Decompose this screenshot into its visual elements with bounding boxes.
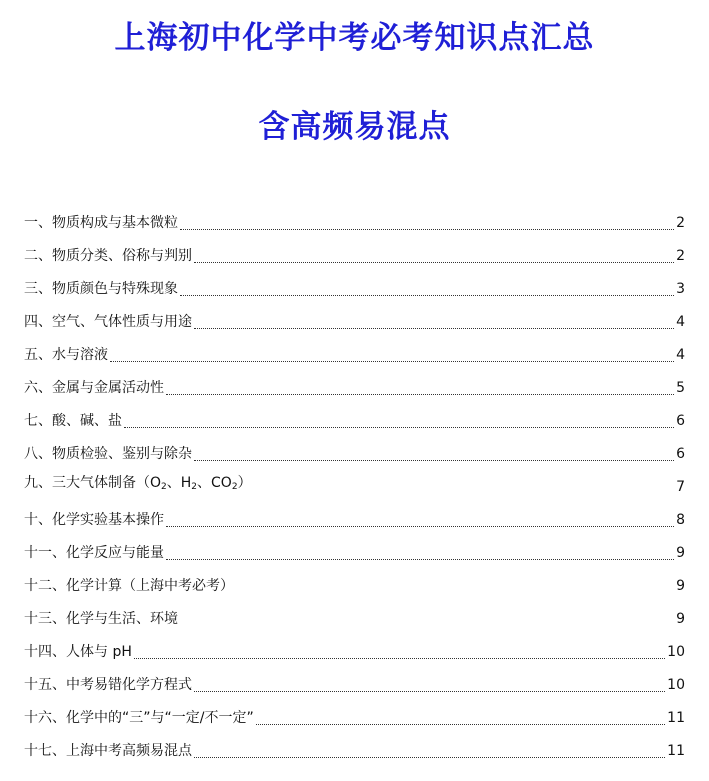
toc-entry[interactable] bbox=[24, 669, 685, 702]
toc-entry-label: 十五、中考易错化学方程式 bbox=[24, 677, 192, 693]
toc-dot-leader bbox=[194, 691, 665, 692]
toc-entry-page: 8 bbox=[676, 512, 685, 528]
toc-entry[interactable] bbox=[24, 735, 685, 768]
toc-dot-leader bbox=[254, 493, 675, 494]
toc-entry-page: 4 bbox=[676, 314, 685, 330]
toc-entry-label bbox=[24, 467, 252, 504]
toc-entry[interactable] bbox=[24, 702, 685, 735]
toc-dot-leader bbox=[236, 592, 674, 593]
toc-entry-label: 八、物质检验、鉴别与除杂 bbox=[24, 446, 192, 462]
toc-entry-label: 六、金属与金属活动性 bbox=[24, 380, 164, 396]
document-subtitle: 含高频易混点 bbox=[258, 109, 451, 145]
toc-dot-leader bbox=[166, 559, 674, 560]
toc-dot-leader bbox=[180, 625, 674, 626]
document-title: 上海初中化学中考必考知识点汇总 bbox=[114, 20, 595, 56]
toc-entry[interactable] bbox=[24, 207, 685, 240]
toc-dot-leader bbox=[110, 361, 674, 362]
toc-dot-leader bbox=[166, 526, 674, 527]
table-of-contents bbox=[24, 207, 685, 768]
toc-entry-page: 3 bbox=[676, 281, 685, 297]
toc-entry-page: 2 bbox=[676, 215, 685, 231]
toc-entry-page: 5 bbox=[676, 380, 685, 396]
toc-entry[interactable] bbox=[24, 339, 685, 372]
toc-dot-leader bbox=[134, 658, 665, 659]
toc-entry-label: 十六、化学中的“三”与“一定/不一定” bbox=[24, 710, 254, 726]
toc-entry[interactable] bbox=[24, 504, 685, 537]
toc-entry[interactable] bbox=[24, 570, 685, 603]
toc-entry[interactable] bbox=[24, 636, 685, 669]
toc-entry[interactable] bbox=[24, 603, 685, 636]
toc-entry[interactable] bbox=[24, 372, 685, 405]
toc-entry[interactable] bbox=[24, 405, 685, 438]
toc-entry-page: 9 bbox=[676, 578, 685, 594]
toc-dot-leader bbox=[194, 328, 674, 329]
toc-entry-label: 五、水与溶液 bbox=[24, 347, 108, 363]
toc-dot-leader bbox=[180, 295, 674, 296]
toc-entry-label: 十四、人体与 pH bbox=[24, 644, 132, 660]
toc-entry-label: 十七、上海中考高频易混点 bbox=[24, 743, 192, 759]
toc-entry-page: 7 bbox=[676, 479, 685, 495]
subscript: 2 bbox=[231, 482, 238, 492]
toc-entry-page: 9 bbox=[676, 611, 685, 627]
toc-entry[interactable] bbox=[24, 240, 685, 273]
toc-dot-leader bbox=[124, 427, 674, 428]
toc-entry-label: 三、物质颜色与特殊现象 bbox=[24, 281, 178, 297]
toc-entry-page: 11 bbox=[667, 710, 685, 726]
toc-entry[interactable] bbox=[24, 306, 685, 339]
toc-entry-label: 十、化学实验基本操作 bbox=[24, 512, 164, 528]
toc-entry-page: 9 bbox=[676, 545, 685, 561]
toc-entry-page: 4 bbox=[676, 347, 685, 363]
toc-entry-page: 6 bbox=[676, 446, 685, 462]
toc-entry-page: 10 bbox=[667, 677, 685, 693]
toc-entry-label: 二、物质分类、俗称与判别 bbox=[24, 248, 192, 264]
toc-label-text: 九、三大气体制备（O bbox=[24, 475, 162, 491]
toc-entry-label: 十三、化学与生活、环境 bbox=[24, 611, 178, 627]
toc-dot-leader bbox=[180, 229, 674, 230]
toc-dot-leader bbox=[194, 262, 674, 263]
toc-dot-leader bbox=[166, 394, 674, 395]
toc-entry[interactable] bbox=[24, 471, 685, 504]
toc-entry-page: 10 bbox=[667, 644, 685, 660]
toc-entry[interactable] bbox=[24, 537, 685, 570]
toc-label-text: ） bbox=[237, 475, 252, 491]
toc-label-text: 、H bbox=[166, 475, 192, 491]
toc-entry-label: 一、物质构成与基本微粒 bbox=[24, 215, 178, 231]
toc-dot-leader bbox=[256, 724, 665, 725]
toc-entry-label: 十一、化学反应与能量 bbox=[24, 545, 164, 561]
toc-entry-page: 11 bbox=[667, 743, 685, 759]
toc-label-text: 、CO bbox=[197, 475, 232, 491]
toc-dot-leader bbox=[194, 460, 674, 461]
toc-entry-label: 十二、化学计算（上海中考必考） bbox=[24, 578, 234, 594]
toc-dot-leader bbox=[194, 757, 665, 758]
subscript: 2 bbox=[191, 482, 198, 492]
subscript: 2 bbox=[161, 482, 167, 492]
toc-entry-page: 2 bbox=[676, 248, 685, 264]
toc-entry-label: 四、空气、气体性质与用途 bbox=[24, 314, 192, 330]
toc-entry[interactable] bbox=[24, 273, 685, 306]
toc-entry-page: 6 bbox=[676, 413, 685, 429]
toc-entry-label: 七、酸、碱、盐 bbox=[24, 413, 122, 429]
